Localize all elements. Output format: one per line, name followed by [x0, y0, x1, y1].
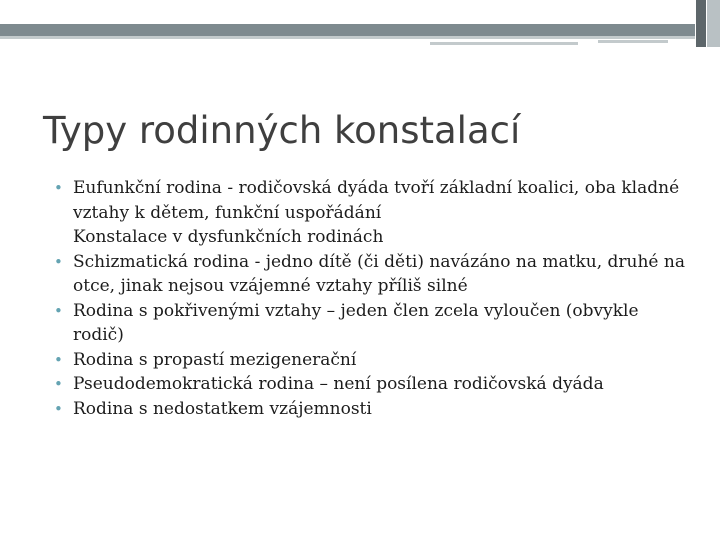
header-accent-line-right: [598, 40, 668, 43]
bullet-icon: •: [54, 399, 63, 418]
list-item: [48, 348, 688, 373]
corner-light-block: [707, 0, 720, 47]
list-item: [48, 397, 688, 422]
list-item-text: Rodina s nedostatkem vzájemnosti: [73, 398, 372, 419]
corner-dark-block: [696, 0, 706, 47]
slide-title: Typy rodinných konstalací: [43, 109, 521, 152]
list-item: [48, 176, 688, 250]
list-item-text: Rodina s propastí mezigenerační: [73, 349, 357, 370]
header-band: [0, 0, 695, 22]
bullet-icon: •: [54, 179, 63, 197]
header-accent-line-short: [430, 42, 578, 45]
bullet-icon: •: [54, 350, 63, 369]
list-item-text: Pseudodemokratická rodina – není posílena rodičovská dyáda: [73, 374, 604, 394]
header-accent-line: [0, 36, 695, 39]
bullet-icon: •: [54, 375, 63, 393]
list-item-text: Rodina s pokřivenými vztahy – jeden člen zcela vyloučen (obvykle rodič): [73, 300, 639, 345]
bullet-icon: •: [54, 301, 63, 320]
list-item: [48, 250, 688, 299]
list-item-text: Schizmatická rodina - jedno dítě (či děti) navázáno na matku, druhé na otce, jinak nejsou vzájemné vztahy příliš silné: [73, 251, 685, 296]
list-item: [48, 299, 688, 348]
list-item: [48, 372, 688, 397]
bullet-icon: •: [54, 252, 63, 271]
header-dark-bar: [0, 24, 695, 36]
bullet-list: [48, 176, 688, 421]
list-item-subline: Konstalace v dysfunkčních rodinách: [73, 227, 384, 247]
list-item-text: Eufunkční rodina - rodičovská dyáda tvoří základní koalici, oba kladné vztahy k dětem, funkční uspořádání: [73, 178, 680, 223]
